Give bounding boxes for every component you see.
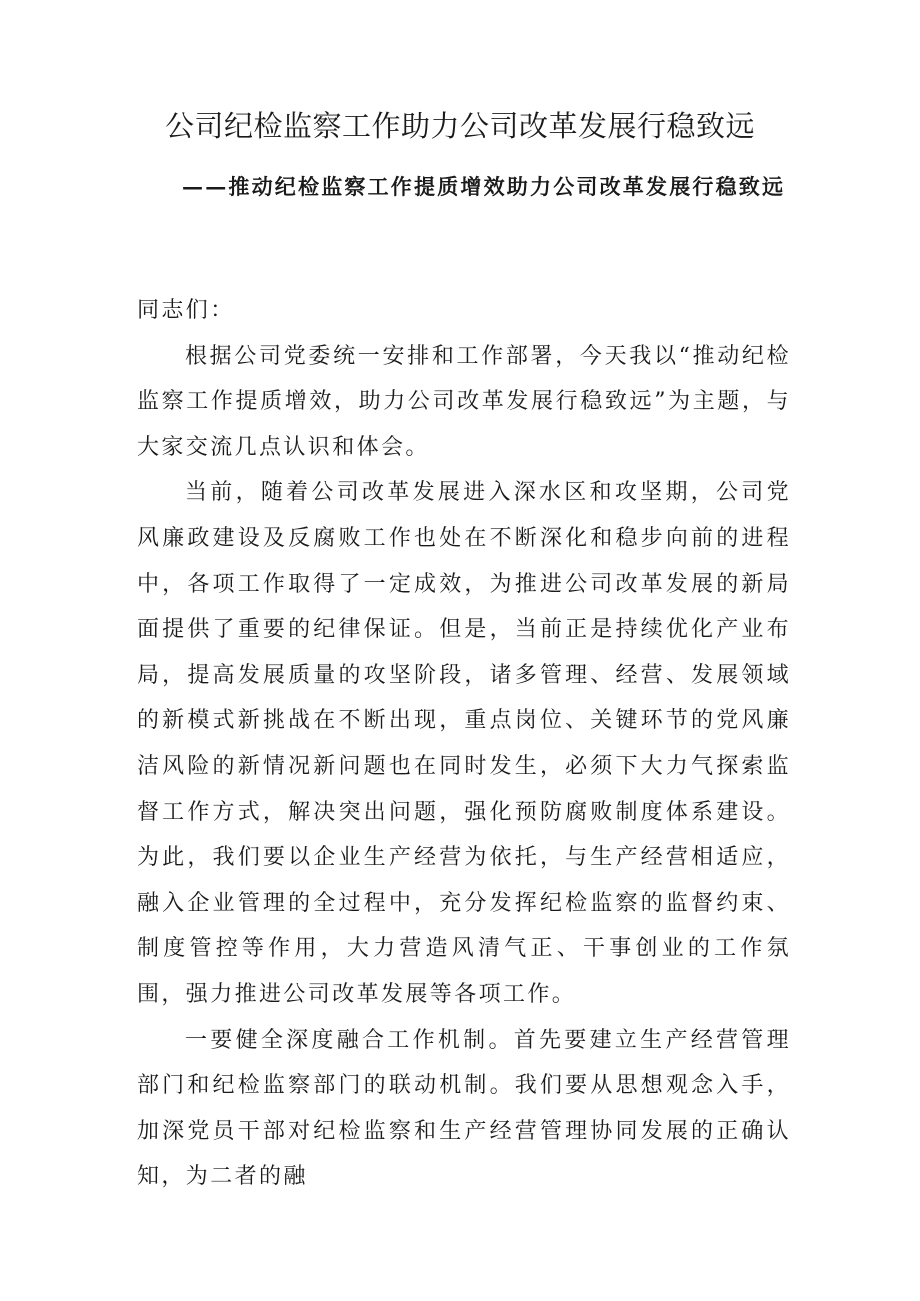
document-title: 公司纪检监察工作助力公司改革发展行稳致远 xyxy=(164,109,755,143)
paragraph-intro: 根据公司党委统一安排和工作部署，今天我以“推动纪检监察工作提质增效，助力公司改革发展行稳致远”为主题，与大家交流几点认识和体会。 xyxy=(137,343,791,460)
paragraph-mechanism: 一要健全深度融合工作机制。首先要建立生产经营管理部门和纪检监察部门的联动机制。我们要从思想观念入手，加深党员干部对纪检监察和生产经营管理协同发展的正确认知，为二者的融 xyxy=(137,1027,791,1190)
salutation: 同志们： xyxy=(137,298,235,323)
paragraph-current-situation: 当前，随着公司改革发展进入深水区和攻坚期，公司党风廉政建设及反腐败工作也处在不断深化和稳步向前的进程中，各项工作取得了一定成效，为推进公司改革发展的新局面提供了重要的纪律保证。但是，当前正是持续优化产业布局，提高发展质量的攻坚阶段，诸多管理、经营、发展领域的新模式新挑战在不断出现，重点岗位、关键环节的党风廉洁风险的新情况新问题也在同时发生，必须下大力气探索监督工作方式，解决突出问题，强化预防腐败制度体系建设。为此，我们要以企业生产经营为依托，与生产经营相适应，融入企业管理的全过程中，充分发挥纪检监察的监督约束、制度管控等作用，大力营造风清气正、干事创业的工作氛围，强力推进公司改革发展等各项工作。 xyxy=(137,480,791,1007)
document-subtitle: ——推动纪检监察工作提质增效助力公司改革发展行稳致远 xyxy=(182,174,786,199)
document-body xyxy=(137,288,791,1200)
